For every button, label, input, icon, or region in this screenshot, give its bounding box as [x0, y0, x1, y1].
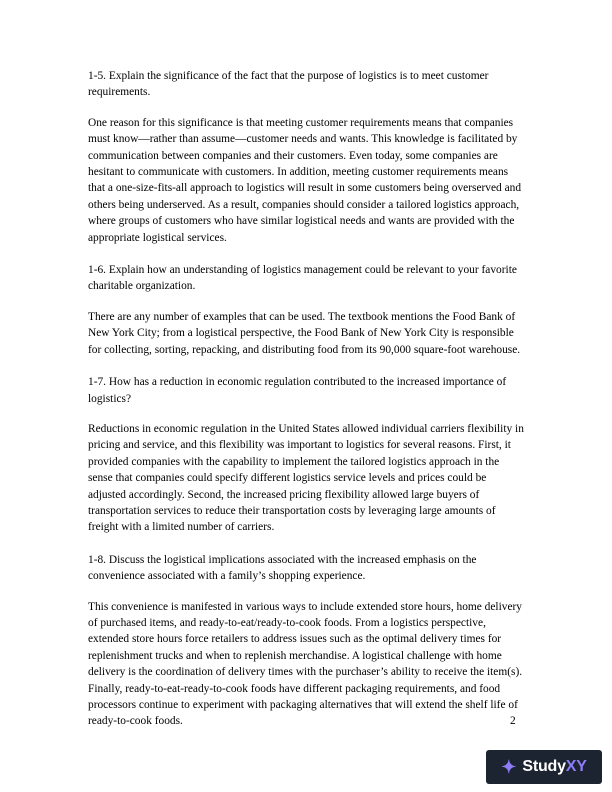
- question-block: [88, 552, 524, 585]
- sparkle-icon: ✦: [501, 757, 517, 777]
- answer-text: One reason for this significance is that meeting customer requirements means that companies must know—rather than assume—customer needs and wants. This knowledge is facilitated by communication between companies and their customers. Even today, some companies are hesitant to communicate with customers. In addition, meeting customer requirements means that a one-size-fits-all approach to logistics will result in some customers being overserved and others being underserved. As a result, companies should consider a tailored logistics approach, where groups of customers who have similar logistical needs and wants are provided with the appropriate logistical services.: [88, 116, 524, 244]
- page-number: 2: [510, 715, 516, 727]
- studyxy-watermark: [486, 750, 602, 784]
- watermark-text: [522, 758, 586, 776]
- answer-text: Reductions in economic regulation in the United States allowed individual carriers flexibility in pricing and service, and this flexibility was important to logistics for several reasons. First, it provided companies with the capability to implement the tailored logistics approach in the sense that companies could specify different logistics service levels and prices could be adjusted accordingly. Second, the increased pricing flexibility allowed large buyers of transportation services to reduce their transportation costs by leveraging large amounts of freight with a limited number of carriers.: [88, 422, 527, 534]
- question-text: 1-8. Discuss the logistical implications associated with the increased emphasis on the convenience associated with a family’s shopping experience.: [88, 553, 480, 583]
- watermark-xy-label: XY: [565, 758, 587, 775]
- watermark-study-label: Study: [522, 758, 566, 775]
- answer-block: [88, 115, 524, 246]
- document-body: [88, 68, 527, 746]
- answer-block: [88, 599, 524, 730]
- answer-block: [88, 309, 524, 358]
- answer-text: There are any number of examples that can be used. The textbook mentions the Food Bank of New York City; from a logistical perspective, the Food Bank of New York City is responsible for collecting, sorting, repacking, and distributing food from its 90,000 square-foot warehouse.: [88, 310, 521, 356]
- answer-text: This convenience is manifested in various ways to include extended store hours, home delivery of purchased items, and ready-to-eat/ready-to-cook foods. From a logistics perspective, extended store hours force retailers to address issues such as the optimal delivery times for replenishment trucks and when to replenish merchandise. A logistical challenge with home delivery is the coordination of delivery times with the purchaser’s ability to receive the item(s). Finally, ready-to-eat-ready-to-cook foods have different packaging requirements, and food processors continue to experiment with packaging alternatives that will extend the shelf life of ready-to-cook foods.: [88, 600, 525, 728]
- question-text: 1-7. How has a reduction in economic regulation contributed to the increased importance of logistics?: [88, 376, 510, 405]
- question-text: 1-6. Explain how an understanding of logistics management could be relevant to your favorite charitable organization.: [88, 264, 520, 293]
- question-block: [88, 374, 524, 407]
- question-text: 1-5. Explain the significance of the fact that the purpose of logistics is to meet customer requirements.: [88, 70, 492, 99]
- answer-block: [88, 421, 527, 536]
- question-block: [88, 262, 524, 295]
- question-block: [88, 68, 524, 101]
